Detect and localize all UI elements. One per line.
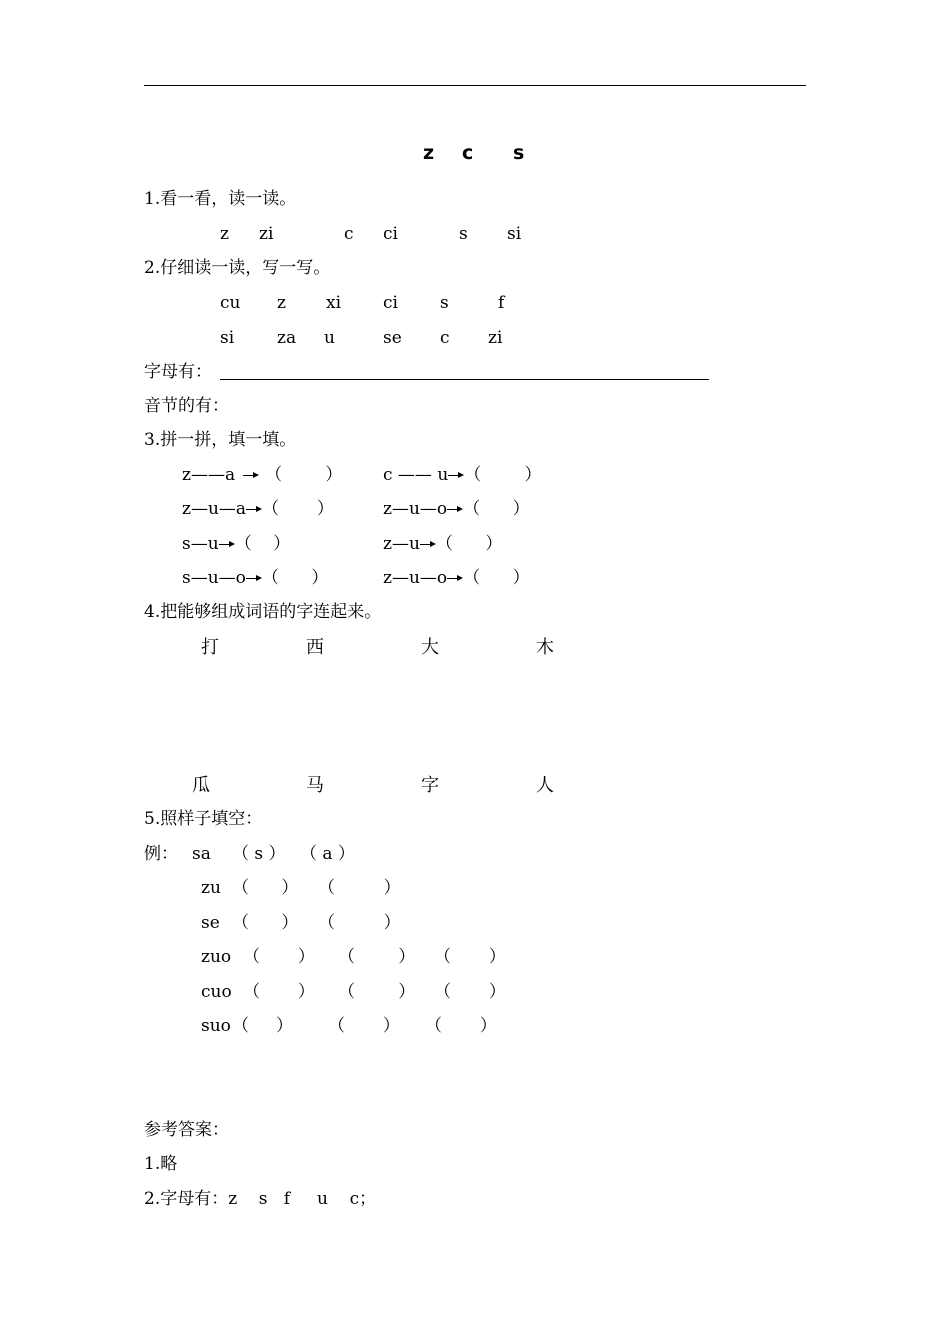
arrow-icon [447,505,463,515]
q2-item: za [277,328,297,348]
q5-syllable: suo [201,1016,231,1036]
q4-character[interactable]: 木 [536,637,554,658]
q2-item: xi [326,293,342,313]
q5-blank[interactable]: （ ） [338,947,416,967]
q5-blank[interactable]: （ ） [434,982,506,1002]
q2-letters-label: 字母有： [144,362,212,382]
q2-item: zi [488,328,503,348]
header-rule [144,85,806,86]
answer-1: 1.略 [144,1154,178,1174]
title-letter-z: z [423,142,435,164]
q2-item: ci [383,293,398,313]
q5-syllable: se [201,913,220,933]
answer-line[interactable] [220,379,709,380]
q5-blank: （ s ） [232,844,286,864]
arrow-icon [246,574,262,584]
q4-character[interactable]: 打 [201,637,219,658]
q5-blank[interactable]: （ ） [425,1016,497,1036]
q2-heading: 2.仔细读一读，写一写。 [144,258,331,278]
arrow-icon [420,540,436,550]
title-letter-s: s [513,142,525,164]
q5-blank[interactable]: （ ） [328,1016,400,1036]
title-letter-c: c [462,142,474,164]
answers-heading: 参考答案： [144,1120,229,1140]
q5-blank[interactable]: （ ） [243,982,315,1002]
q4-character[interactable]: 大 [421,637,439,658]
q3-left-expression: z—u—a （ ） [182,499,334,519]
q3-right-expression: z—u （ ） [383,534,503,554]
q4-heading: 4.把能够组成词语的字连起来。 [144,602,382,622]
q5-blank[interactable]: （ ） [318,913,401,933]
q5-blank[interactable]: （ ） [232,1016,294,1036]
q3-left-expression: s—u—o （ ） [182,568,329,588]
arrow-icon [447,574,463,584]
arrow-icon [448,471,464,481]
q1-item: c [344,224,354,244]
q1-item: si [507,224,522,244]
q2-item: se [383,328,402,348]
q5-blank[interactable]: （ ） [232,878,299,898]
q4-character[interactable]: 人 [536,775,554,796]
q5-blank[interactable]: （ ） [318,878,401,898]
q4-character[interactable]: 马 [306,775,324,796]
q5-heading: 5.照样子填空： [144,809,263,829]
q1-item: zi [259,224,274,244]
q5-syllable: zu [201,878,221,898]
q2-item: z [277,293,286,313]
q2-item: c [440,328,450,348]
q5-syllable: zuo [201,947,232,967]
answer-2: 2.字母有：z s f u c； [144,1189,377,1209]
q2-item: u [324,328,335,348]
q3-left-expression: s—u （ ） [182,534,291,554]
q2-item: cu [220,293,241,313]
q5-example-label: 例： [144,844,178,864]
q5-syllable: cuo [201,982,232,1002]
q1-item: z [220,224,229,244]
arrow-icon [219,540,235,550]
q3-left-expression: z——a （ ） [182,465,343,485]
q5-blank[interactable]: （ ） [232,913,299,933]
q5-blank[interactable]: （ ） [338,982,416,1002]
q3-heading: 3.拼一拼，填一填。 [144,430,297,450]
q4-character[interactable]: 西 [306,637,324,658]
q5-blank[interactable]: （ ） [434,947,506,967]
arrow-icon [246,505,262,515]
q4-character[interactable]: 瓜 [192,775,210,796]
q3-right-expression: z—u—o （ ） [383,499,530,519]
q4-character[interactable]: 字 [421,775,439,796]
arrow-icon [243,471,259,481]
q2-syllables-label: 音节的有： [144,396,229,416]
q2-item: s [440,293,449,313]
q5-blank: （ a ） [300,844,355,864]
q2-item: si [220,328,235,348]
q2-item: f [498,293,505,313]
q1-item: s [459,224,468,244]
q1-heading: 1.看一看，读一读。 [144,189,297,209]
q5-syllable: sa [192,844,211,864]
q1-item: ci [383,224,398,244]
q3-right-expression: c —— u （ ） [383,465,542,485]
q3-right-expression: z—u—o （ ） [383,568,530,588]
q5-blank[interactable]: （ ） [243,947,315,967]
